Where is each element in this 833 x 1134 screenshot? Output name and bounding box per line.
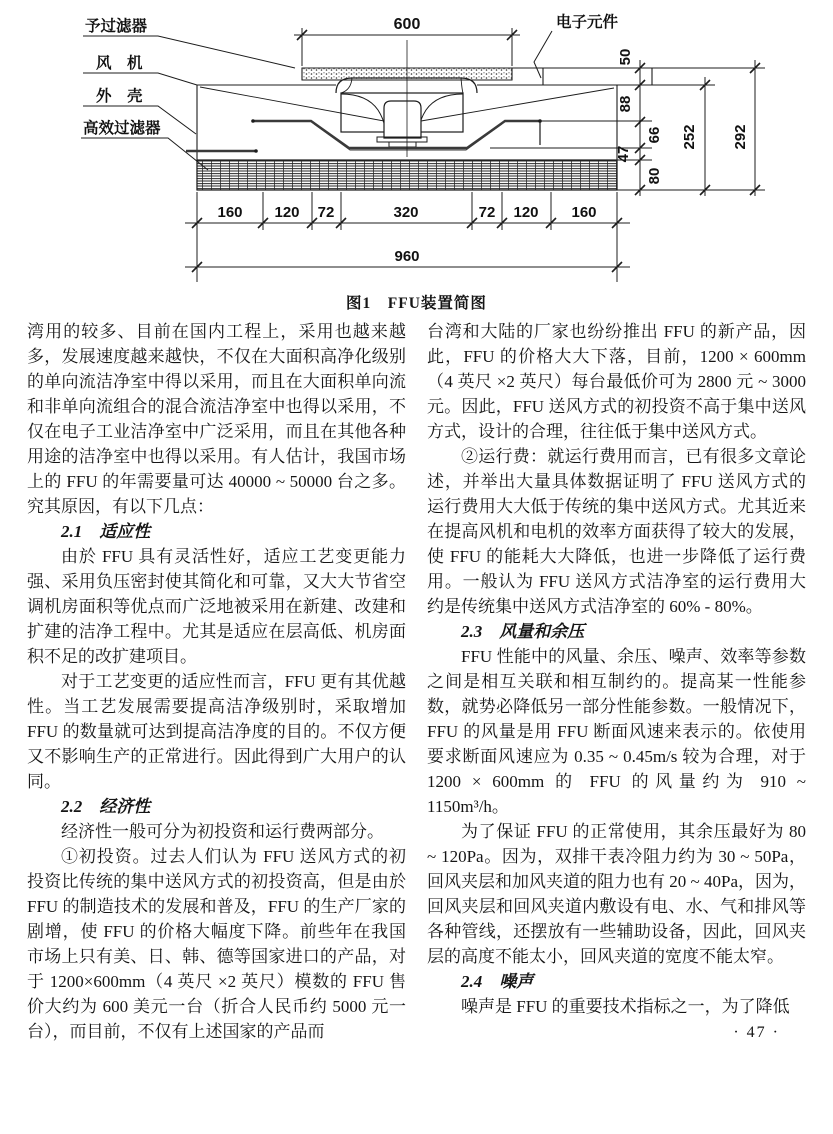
left-column xyxy=(27,319,406,1045)
paragraph-2-1a: 由於 FFU 具有灵活性好，适应工艺变更能力强、采用负压密封使其简化和可靠，又大大节省空调机房面积等优点而广泛地被采用在新建、改建和扩建的洁净工程中。尤其是适应在层高低、机房面积不足的改扩建项目。 xyxy=(27,547,406,666)
section-heading-2-3: 2.3 风量和余压 xyxy=(461,622,585,641)
label-hepa-filter: 高效过滤器 xyxy=(83,120,161,137)
paragraph-2-2b-continuation: 台湾和大陆的厂家也纷纷推出 FFU 的新产品，因此，FFU 的价格大大下落，目前，1200 × 600mm（4 英尺 ×2 英尺）每台最低价可为 2800 元 ~ 3000 元。因此，FFU 送风方式的初投资不高于集中送风方式，设计的合理，往往低于集中送风方式。 xyxy=(427,322,806,441)
dim-bottom-72b: 72 xyxy=(478,204,496,221)
section-heading-2-4: 2.4 噪声 xyxy=(461,972,534,991)
dim-right-66: 66 xyxy=(646,126,663,144)
paragraph-2-3a: FFU 性能中的风量、余压、噪声、效率等参数之间是相互关联和相互制约的。提高某一性能参数，就势必降低另一部分性能参数。一般情况下，FFU 的风量是用 FFU 断面风速来表示的。依使用要求断面风速应为 0.35 ~ 0.45m/s 较为合理，对于 1200 × 600mm 的 FFU 的风量约为 910 ~ 1150m³/h。 xyxy=(427,647,806,816)
dim-bottom-160b: 160 xyxy=(571,204,597,221)
dim-bottom-960: 960 xyxy=(394,248,420,265)
paragraph-2-2b: ①初投资。过去人们认为 FFU 送风方式的初投资比传统的集中送风方式的初投资高，但是由於 FFU 的制造技术的发展和普及，FFU 的生产厂家的剧增，使 FFU 的价格大幅度下降。前些年在我国市场上只有美、日、韩、德等国家进口的产品，对于 1200×600mm（4 英尺 ×2 英尺）模数的 FFU 售价大约为 600 美元一台（折合人民币约 5000 元一台），而目前，不仅有上述国家的产品而 xyxy=(27,847,406,1041)
dim-right-80: 80 xyxy=(646,167,663,185)
section-heading-2-2: 2.2 经济性 xyxy=(61,797,151,816)
dim-bottom-320: 320 xyxy=(393,204,419,221)
paragraph-2-4a: 噪声是 FFU 的重要技术指标之一，为了降低 xyxy=(461,997,790,1016)
label-pre-filter: 予过滤器 xyxy=(85,18,148,35)
dim-bottom-160a: 160 xyxy=(217,204,243,221)
dim-right-252: 252 xyxy=(681,124,698,150)
fan-assembly xyxy=(186,78,542,153)
dim-bottom-120a: 120 xyxy=(274,204,300,221)
ffu-diagram xyxy=(0,0,833,285)
label-electronics: 电子元件 xyxy=(556,14,619,31)
dim-bottom-120b: 120 xyxy=(513,204,539,221)
right-column xyxy=(427,319,806,1045)
section-heading-2-1: 2.1 适应性 xyxy=(61,522,151,541)
dim-right-47: 47 xyxy=(615,145,632,163)
paragraph-intro-continuation: 湾用的较多、目前在国内工程上，采用也越来越多，发展速度越来越快，不仅在大面积高净化级别的单向流洁净室中得以采用，而且在大面积单向流和非单向流组合的混合流洁净室中也得以采用，不仅在电子工业洁净室中广泛采用，而且在其他各种用途的洁净室中也得以采用。有人估计，我国市场上的 FFU 的年需要量可达 40000 ~ 50000 台之多。究其原因，有以下几点： xyxy=(27,322,406,516)
dim-right-88: 88 xyxy=(617,95,634,113)
paragraph-2-2a: 经济性一般可分为初投资和运行费两部分。 xyxy=(61,822,384,841)
figure-caption: 图1 FFU装置简图 xyxy=(346,295,487,312)
label-fan: 风 机 xyxy=(96,55,143,72)
paragraph-2-2c: ②运行费：就运行费用而言，已有很多文章论述，并举出大量具体数据证明了 FFU 送风方式的运行费用大大低于传统的集中送风方式。尤其近来在提高风机和电机的效率方面获得了较大的发展，使 FFU 的能耗大大降低，也进一步降低了运行费用。一般认为 FFU 送风方式洁净室的运行费用大约是传统集中送风方式洁净室的 60% - 80%。 xyxy=(427,447,806,616)
hepa-filter-strip xyxy=(197,160,617,190)
text-columns xyxy=(0,319,833,1045)
dim-right-50: 50 xyxy=(617,48,634,66)
dim-bottom-72a: 72 xyxy=(317,204,335,221)
page-number: · 47 · xyxy=(733,1024,780,1041)
label-leaders xyxy=(81,31,552,170)
paragraph-2-3b: 为了保证 FFU 的正常使用，其余压最好为 80 ~ 120Pa。因为，双排干表冷阻力约为 30 ~ 50Pa，回风夹层和加风夹道的阻力也有 20 ~ 40Pa，因为，回风夹层和回风夹道内敷设有电、水、气和排风等各种管线，还摆放有一些辅助设备，因此，回风夹层的高度不能太小，回风夹道的宽度不能太窄。 xyxy=(427,822,806,966)
dim-top-width: 600 xyxy=(393,16,421,33)
label-casing: 外 壳 xyxy=(96,88,143,105)
paragraph-2-1b: 对于工艺变更的适应性而言，FFU 更有其优越性。当工艺发展需要提高洁净级别时，采取增加 FFU 的数量就可达到提高洁净度的目的。不仅方便又不影响生产的正常进行。因此得到广大用户的认同。 xyxy=(27,672,406,791)
dim-right-292: 292 xyxy=(732,124,749,150)
